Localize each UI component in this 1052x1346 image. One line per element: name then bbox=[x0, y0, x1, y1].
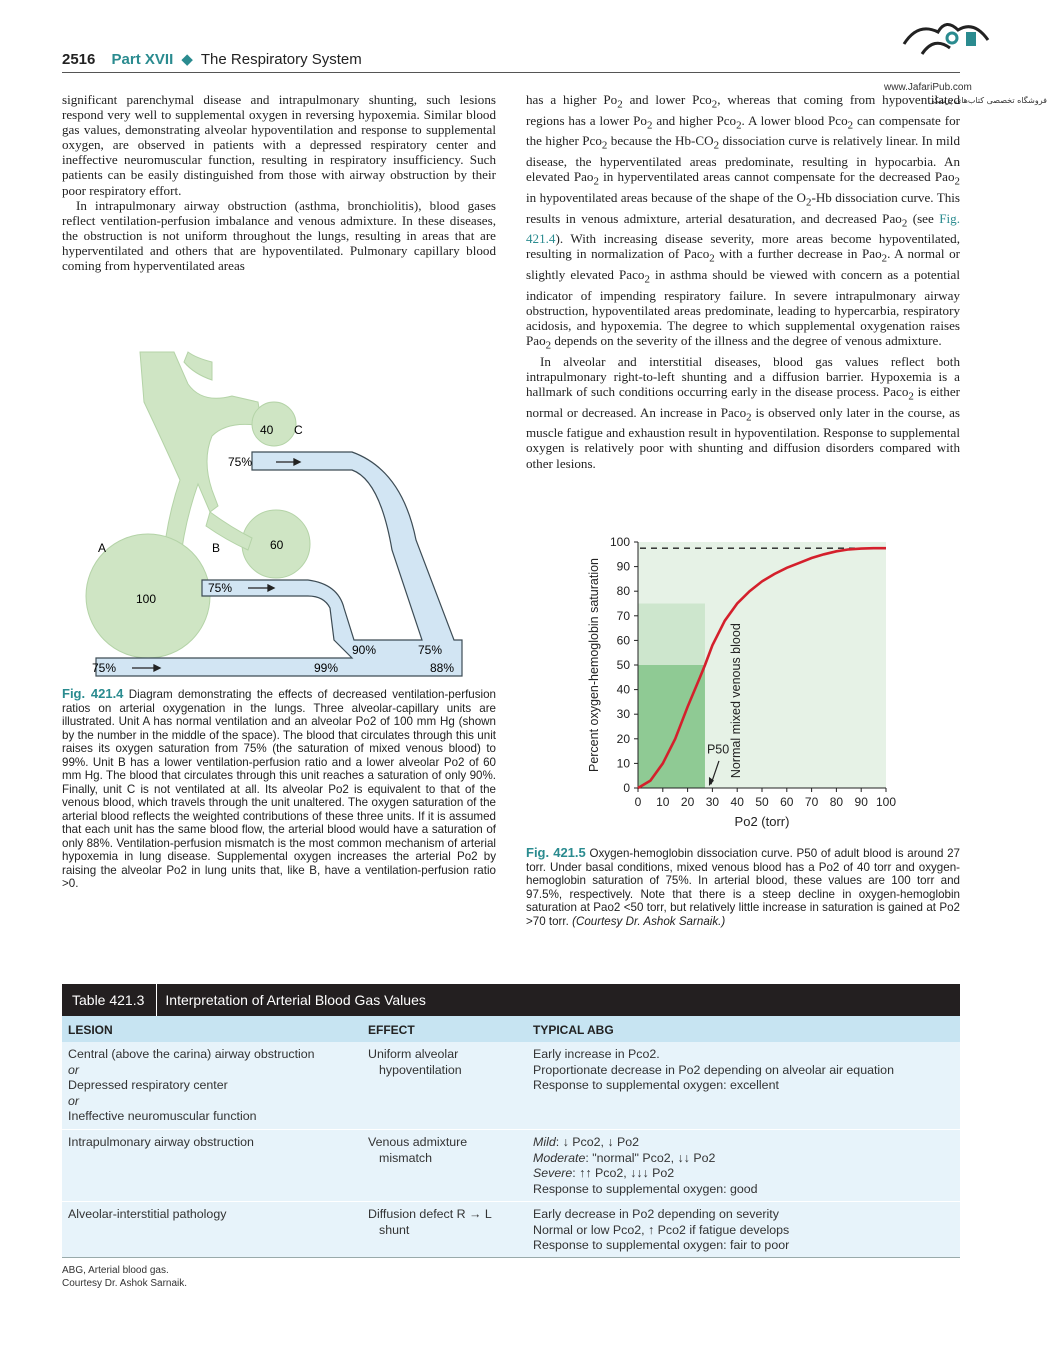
unit-b-outflow: 90% bbox=[352, 643, 377, 657]
x-tick-label: 10 bbox=[656, 795, 670, 809]
lesion-cell: Central (above the carina) airway obstruction or Depressed respiratory center or Ineffective neuromuscular function bbox=[68, 1047, 315, 1123]
column-header: TYPICAL ABG bbox=[533, 1023, 614, 1037]
effect-cell: Venous admixture mismatch bbox=[368, 1135, 468, 1165]
y-tick-label: 90 bbox=[616, 559, 630, 574]
x-tick-label: 0 bbox=[634, 795, 642, 809]
unit-c-po2: 40 bbox=[260, 423, 274, 437]
table-column-headers bbox=[62, 1016, 960, 1042]
abg-table bbox=[62, 984, 960, 1258]
footnote: Courtesy Dr. Ashok Sarnaik. bbox=[62, 1278, 188, 1289]
publisher-url: www.JafariPub.com bbox=[884, 82, 972, 93]
lesion-cell: Intrapulmonary airway obstruction bbox=[68, 1135, 254, 1149]
figure-label: Fig. 421.5 bbox=[526, 845, 586, 860]
unit-b-inflow: 75% bbox=[208, 581, 233, 595]
unit-c-outflow: 75% bbox=[418, 643, 443, 657]
figure-caption bbox=[526, 846, 960, 928]
table-row bbox=[62, 1130, 960, 1202]
y-axis-label: Percent oxygen-hemoglobin saturation bbox=[587, 557, 601, 773]
figure-link[interactable]: Fig. 421.4 bbox=[526, 210, 960, 247]
table-row bbox=[62, 1042, 960, 1130]
caption-credit: (Courtesy Dr. Ashok Sarnaik.) bbox=[572, 914, 726, 928]
paragraph: In intrapulmonary airway obstruction (asthma, bronchiolitis), blood gases reflect ventilation-perfusion imbalance and venous admixture. In these diseases, the obstruction is not uniform throughout the lungs, resulting in areas that are hyperventilated and others that are hypoventilated. Pulmonary capillary blood coming from hyperventilated areas bbox=[62, 197, 496, 274]
unit-c-label: C bbox=[294, 423, 303, 437]
part-label: Part XVII bbox=[111, 51, 174, 68]
x-tick-label: 50 bbox=[755, 795, 769, 809]
column-header: EFFECT bbox=[368, 1023, 415, 1037]
left-column bbox=[62, 92, 496, 273]
unit-a-po2: 100 bbox=[136, 592, 157, 606]
y-tick-label: 10 bbox=[616, 756, 630, 771]
x-axis-label: Po2 (torr) bbox=[734, 814, 790, 829]
table-bottom-rule bbox=[62, 1257, 960, 1258]
y-tick-label: 0 bbox=[623, 781, 630, 795]
x-tick-label: 40 bbox=[730, 795, 744, 809]
y-tick-label: 60 bbox=[616, 633, 630, 648]
running-header bbox=[62, 50, 362, 68]
abg-cell: Early decrease in Po2 depending on severity Normal or low Pco2, ↑ Pco2 if fatigue develops Response to supplemental oxygen: fair to poor bbox=[533, 1207, 790, 1252]
paragraph: significant parenchymal disease and intrapulmonary shunting, such lesions respond very well to supplemental oxygen in reversing hypoxemia. Similar blood gas values, demonstrating alveolar hypoventilation and response to supplemental oxygen, are observed in patients with a depressed respiratory center and ineffective neuromuscular function, resulting in respiratory insufficiency. Such patients can be easily distinguished from those with airway obstruction by their poor respiratory effort. bbox=[62, 92, 496, 198]
publisher-tagline: فروشگاه تخصصی کتاب‌های پزشکی bbox=[928, 96, 1047, 105]
y-tick-label: 50 bbox=[616, 658, 630, 672]
unit-a-inflow: 75% bbox=[92, 661, 117, 675]
footnote: ABG, Arterial blood gas. bbox=[62, 1265, 169, 1276]
mixed-arterial-saturation: 88% bbox=[430, 661, 455, 675]
ventilation-perfusion-diagram bbox=[62, 340, 496, 680]
diamond-icon: ◆ bbox=[181, 51, 193, 68]
column-header: LESION bbox=[68, 1023, 113, 1037]
table-header bbox=[62, 984, 960, 1016]
table-number: Table 421.3 bbox=[62, 984, 157, 1016]
table-row bbox=[62, 1202, 960, 1258]
right-column bbox=[526, 92, 960, 471]
unit-a-label: A bbox=[98, 541, 107, 555]
y-tick-label: 30 bbox=[616, 707, 630, 722]
figure-label: Fig. 421.4 bbox=[62, 686, 124, 701]
x-tick-label: 80 bbox=[829, 795, 844, 809]
abg-cell: Mild: ↓ Pco2, ↓ Po2 Moderate: "normal" Pco2, ↓↓ Po2 Severe: ↑↑ Pco2, ↓↓↓ Po2 Response to supplemental oxygen: good bbox=[533, 1135, 758, 1196]
effect-cell: Diffusion defect R → L shunt bbox=[368, 1207, 492, 1237]
unit-a-outflow: 99% bbox=[314, 661, 339, 675]
x-tick-label: 70 bbox=[804, 795, 819, 809]
publisher-logo bbox=[898, 14, 994, 60]
figure-caption bbox=[62, 687, 496, 891]
p50-label: P50 bbox=[706, 742, 730, 757]
paragraph: In alveolar and interstitial diseases, blood gas values reflect both intrapulmonary right-to-left shunting and a diffusion barrier. Hypoxemia is a hallmark of such conditions occurring early in the disease process. Paco$_2$ is either normal or decreased. An increase in Paco$_2$ is observed only later in the course, as muscle fatigue and exhaustion result in hypoventilation. Response to supplemental oxygen is relatively poor with shunting and diffusion disorders compared with other lesions. bbox=[526, 353, 961, 471]
page-number: 2516 bbox=[62, 51, 96, 68]
caption-text: Diagram demonstrating the effects of decreased ventilation-perfusion ratios on arterial oxygenation in the lungs. Three alveolar-capillary units are illustrated. Unit A has normal ventilation and an alveolar Po2 of 100 mm Hg (shown by the number in the middle of the space). The blood that circulates through this unit raises its oxygen saturation from 75% (the saturation of mixed venous blood) to 99%. Unit B has a lower ventilation-perfusion ratio and a lower alveolar Po2 of 60 mm Hg. The blood that circulates through this unit reaches a saturation of only 90%. Finally, unit C is not ventilated at all. Its alveolar Po2 is equivalent to that of the venous blood, which travels through the unit unaltered. The oxygen saturation of the arterial blood reflects the weighted contributions of these three units. If it is assumed that each unit has the same blood flow, the arterial blood would have a saturation of only 88%. Ventilation-perfusion mismatch is the most common mechanism of arterial hypoxemia in lung disease. Supplemental oxygen increases the arterial Po2 by raising the alveolar Po2 in lung units that, like B, have a ventilation-perfusion ratio >0. bbox=[62, 688, 497, 890]
y-tick-label: 70 bbox=[616, 608, 630, 623]
x-tick-label: 100 bbox=[875, 795, 897, 809]
header-rule bbox=[62, 72, 960, 73]
y-tick-label: 80 bbox=[616, 584, 630, 599]
unit-b-label: B bbox=[212, 541, 221, 555]
x-tick-label: 20 bbox=[680, 795, 695, 809]
x-tick-label: 90 bbox=[854, 795, 868, 809]
paragraph: has a higher $Po_2$ and lower Pco$_2$, whereas that coming from hypoventilated regions has a lower $Po_2$ and higher Pco$_2$. A lower blood Pco$_2$ can compensate for the higher Pco$_2$ because the $Hb-CO_2$ dissociation curve is relatively linear. In mild disease, the hyperventilated areas predominate, resulting in hypocarbia. An elevated Pao$_2$ in hyperventilated areas cannot compensate for the decreased Pao$_2$ in hypoventilated areas because of the shape of the $O_2-Hb$ dissociation curve. This results in venous admixture, arterial desaturation, and decreased Pao$_2$ (see Fig. 421.4). With increasing disease severity, more areas become hypoventilated, resulting in normalization of Paco$_2$ with a further decrease in Pao$_2$. A normal or slightly elevated Paco$_2$ in asthma should be viewed with concern as a potential indicator of impending respiratory failure. In severe intrapulmonary airway obstruction, hypoventilated areas predominate, leading to hypercarbia, respiratory acidosis, and hypoxemia. The degree to which supplemental oxygenation raises Pao$_2$ depends on the severity of the illness and the degree of venous admixture. bbox=[526, 92, 960, 352]
x-tick-label: 30 bbox=[705, 795, 720, 809]
lesion-cell: Alveolar-interstitial pathology bbox=[68, 1207, 227, 1221]
x-tick-label: 60 bbox=[780, 795, 794, 809]
table-title: Interpretation of Arterial Blood Gas Values bbox=[165, 992, 426, 1008]
unit-c-inflow: 75% bbox=[228, 455, 253, 469]
effect-cell: Uniform alveolar hypoventilation bbox=[368, 1047, 462, 1077]
p50-region bbox=[638, 665, 705, 788]
y-tick-label: 40 bbox=[616, 682, 630, 697]
oxygen-dissociation-chart bbox=[580, 530, 910, 840]
abg-cell: Early increase in Pco2. Proportionate decrease in Po2 depending on alveolar air equation Response to supplemental oxygen: excellent bbox=[533, 1047, 894, 1092]
caption-text: Oxygen-hemoglobin dissociation curve. P50 of adult blood is around 27 torr. Under basal conditions, mixed venous blood has a Po2 of 40 torr and oxygen-hemoglobin saturation of 75%. In arterial blood, these values are 100 torr and 97.5%, respectively. Note that there is a steep decline in oxygen-hemoglobin saturation at Pao2 <50 torr, but relatively little increase in saturation is gained at Po2 >70 torr. bbox=[526, 847, 961, 928]
y-tick-label: 20 bbox=[616, 731, 630, 746]
venous-blood-label: Normal mixed venous blood bbox=[729, 623, 744, 779]
section-title: The Respiratory System bbox=[200, 51, 362, 68]
y-tick-label: 100 bbox=[609, 535, 630, 549]
table-footnotes bbox=[62, 1264, 187, 1290]
unit-b-po2: 60 bbox=[270, 538, 284, 552]
